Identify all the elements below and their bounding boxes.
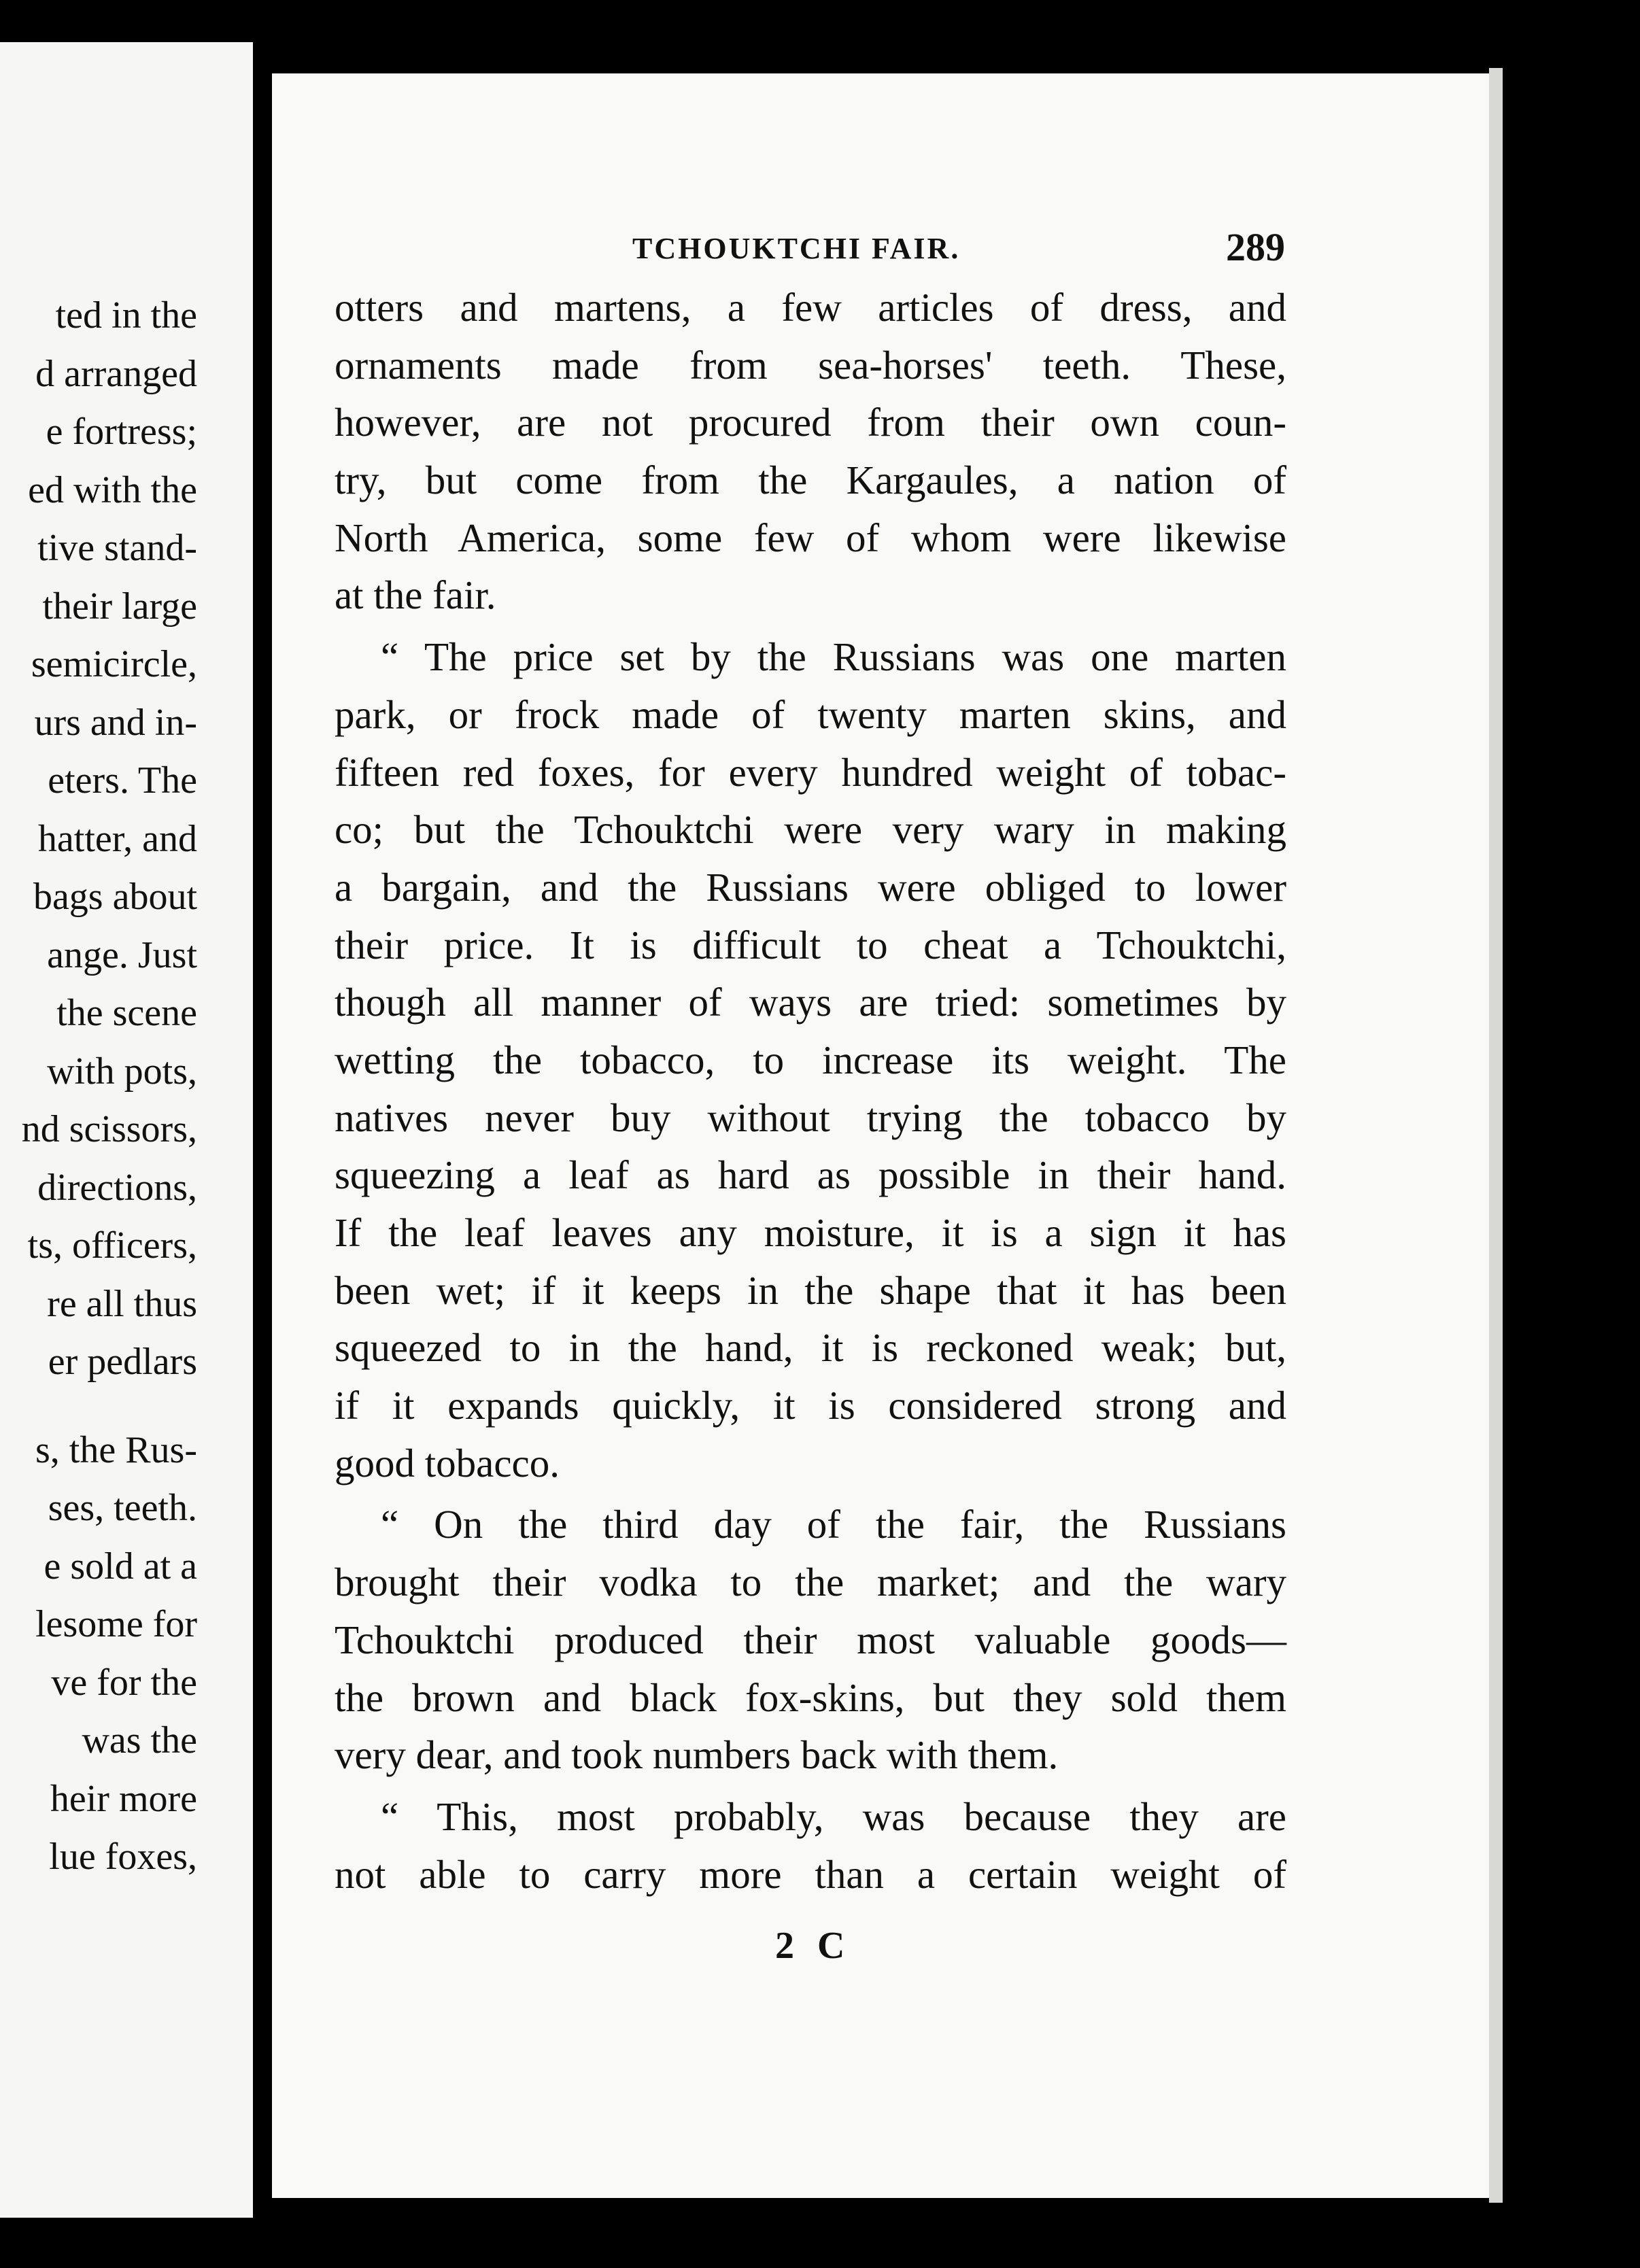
text-line: wetting the tobacco, to increase its weight. The xyxy=(335,1037,1286,1082)
signature-mark: 2 C xyxy=(775,1925,852,1967)
text-line: North America, some few of whom were likewise xyxy=(335,515,1286,560)
previous-page-line: tive stand- xyxy=(37,527,197,569)
previous-page-line: lue foxes, xyxy=(49,1836,197,1878)
text-line: natives never buy without trying the tobacco by xyxy=(335,1095,1286,1140)
previous-page-line: d arranged xyxy=(35,352,197,395)
text-line: otters and martens, a few articles of dress, and xyxy=(335,285,1286,330)
previous-page-line: er pedlars xyxy=(48,1341,197,1383)
previous-page-text xyxy=(0,287,197,1887)
page-header xyxy=(340,225,1285,279)
paragraph xyxy=(335,279,1286,624)
previous-page-line: lesome for xyxy=(35,1603,197,1645)
previous-page-line: their large xyxy=(42,585,197,628)
previous-page-line: semicircle, xyxy=(31,643,197,685)
text-line: good tobacco. xyxy=(335,1440,560,1485)
text-line: “ On the third day of the fair, the Russians xyxy=(381,1502,1286,1547)
previous-page-line: ted in the xyxy=(55,294,197,337)
previous-page-line: ses, teeth. xyxy=(48,1487,197,1529)
page-edge xyxy=(1489,68,1503,2203)
text-line: co; but the Tchouktchi were very wary in making xyxy=(335,807,1286,853)
text-line: “ This, most probably, was because they are xyxy=(381,1793,1286,1839)
paragraph xyxy=(335,1788,1286,1903)
text-line: not able to carry more than a certain weight of xyxy=(335,1851,1286,1897)
text-line: at the fair. xyxy=(335,572,496,618)
previous-page-line: the scene xyxy=(56,992,197,1034)
text-line: though all manner of ways are tried: sometimes by xyxy=(335,980,1286,1025)
previous-page-line: hatter, and xyxy=(37,817,197,860)
previous-page-line: ed with the xyxy=(28,468,197,511)
text-line: ornaments made from sea-horses' teeth. These, xyxy=(335,342,1286,388)
previous-page-line: bags about xyxy=(33,876,197,918)
previous-page-line: ts, officers, xyxy=(27,1224,197,1267)
previous-page-line: ange. Just xyxy=(47,933,197,976)
text-line: fifteen red foxes, for every hundred weight of tobac- xyxy=(335,749,1286,795)
text-line: “ The price set by the Russians was one marten xyxy=(381,634,1286,680)
text-line: brought their vodka to the market; and the wary xyxy=(335,1560,1286,1605)
previous-page-line: nd scissors, xyxy=(21,1108,197,1150)
text-line: their price. It is difficult to cheat a Tchouktchi, xyxy=(335,922,1286,967)
paragraph xyxy=(335,1496,1286,1783)
previous-page-line: s, the Rus- xyxy=(35,1428,197,1471)
body-text xyxy=(335,279,1286,1903)
previous-page-line: heir more xyxy=(50,1777,197,1820)
previous-page-line: e fortress; xyxy=(46,411,197,453)
previous-page-line: was the xyxy=(82,1719,197,1762)
text-line: park, or frock made of twenty marten skins, and xyxy=(335,691,1286,737)
text-line: try, but come from the Kargaules, a nation of xyxy=(335,458,1286,503)
text-line: squeezing a leaf as hard as possible in their hand. xyxy=(335,1152,1286,1198)
text-line: a bargain, and the Russians were obliged to lower xyxy=(335,864,1286,910)
paragraph-gap xyxy=(0,1392,197,1422)
previous-page xyxy=(0,42,253,2218)
text-line: however, are not procured from their own coun- xyxy=(335,400,1286,445)
previous-page-line: re all thus xyxy=(47,1282,197,1325)
text-line: squeezed to in the hand, it is reckoned weak; but, xyxy=(335,1325,1286,1371)
text-line: If the leaf leaves any moisture, it is a sign it has xyxy=(335,1210,1286,1255)
previous-page-line: ve for the xyxy=(51,1661,197,1704)
previous-page-line: e sold at a xyxy=(44,1545,197,1587)
previous-page-line: directions, xyxy=(37,1166,197,1209)
text-line: been wet; if it keeps in the shape that it has been xyxy=(335,1267,1286,1313)
text-line: the brown and black fox-skins, but they sold them xyxy=(335,1674,1286,1720)
text-line: if it expands quickly, it is considered strong and xyxy=(335,1383,1286,1428)
text-line: Tchouktchi produced their most valuable goods— xyxy=(335,1617,1286,1662)
page-number: 289 xyxy=(1226,225,1285,269)
previous-page-line: with pots, xyxy=(47,1050,197,1093)
previous-page-line: urs and in- xyxy=(34,701,197,744)
previous-page-line: eters. The xyxy=(48,759,197,802)
paragraph xyxy=(335,628,1286,1492)
text-line: very dear, and took numbers back with them. xyxy=(335,1732,1059,1778)
running-title: TCHOUKTCHI FAIR. xyxy=(632,232,961,265)
